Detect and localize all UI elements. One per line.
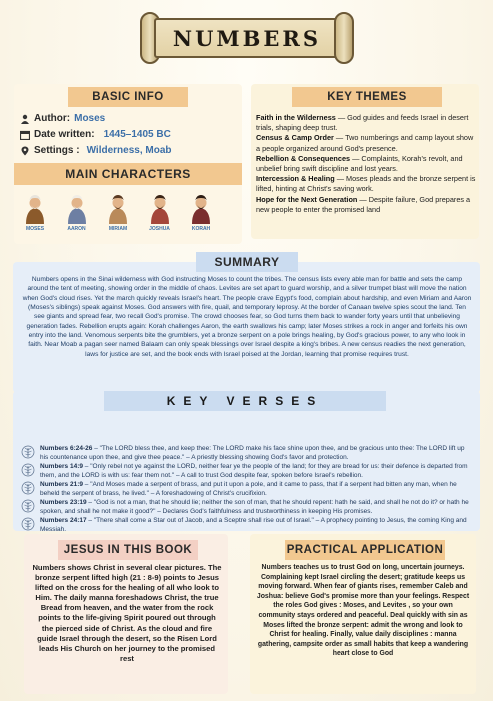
date-label: Date written:	[34, 129, 95, 140]
author-label: Author:	[34, 113, 71, 124]
verse-text: – "And Moses made a serpent of brass, and put it upon a pole, and it came to pass, that if a serpent had bitten any man, when he beheld the serpent of brass, he lived." – A foreshadowing of Christ's crucifixion.	[40, 481, 457, 497]
verse-item	[40, 445, 472, 462]
summary-header: SUMMARY	[196, 252, 298, 272]
author-value: Moses	[74, 113, 106, 124]
theme-text: — Complaints, Korah's revolt, and unbelief bring swift discipline and lost years.	[256, 153, 463, 174]
settings-row	[20, 145, 172, 156]
character-avatar	[188, 192, 214, 224]
verse-reference: Numbers 21:9	[40, 481, 83, 488]
character-avatar	[64, 192, 90, 224]
characters-row	[18, 192, 218, 232]
tree-of-life-icon	[21, 481, 35, 495]
character-miriam	[101, 192, 135, 232]
theme-text: — Despite failure, God prepares a new people to enter the promised land	[256, 194, 471, 214]
character-avatar	[22, 192, 48, 224]
theme-item	[256, 133, 478, 153]
character-avatar	[147, 192, 173, 224]
verse-reference: Numbers 24:17	[40, 517, 87, 524]
theme-title: Census & Camp Order	[256, 133, 334, 143]
tree-of-life-icon	[21, 517, 35, 531]
verse-text: – "God is not a man, that he should lie; neither the son of man, that he should repent: hath he said, and shall he not do it? or hath he spoken, and shall he not make it good?" – Declares God's faithfulness and trustworthiness in keeping His promises.	[40, 499, 469, 515]
verse-item	[40, 463, 472, 480]
character-avatar	[105, 192, 131, 224]
theme-item	[256, 113, 478, 133]
author-row	[20, 113, 105, 124]
jesus-text: Numbers shows Christ in several clear pictures. The bronze serpent lifted high (21 : 8-9) points to Jesus lifted on the cross for the healing of all who look to Him. The daily manna foreshadows Christ, the true Bread from heaven, and the water from the rock points to the life-giving Spirit poured out through the pierced side of Christ. As the cloud and fire guide Israel through the desert, so the Risen Lord leads His Church on her journey to the promised rest	[32, 563, 222, 663]
character-name: KORAH	[191, 226, 211, 232]
verse-item	[40, 517, 472, 534]
person-icon	[20, 114, 30, 124]
tree-of-life-icon	[21, 445, 35, 459]
theme-title: Rebellion & Consequences	[256, 153, 351, 163]
character-name: AARON	[67, 226, 86, 232]
verse-item	[40, 481, 472, 498]
theme-item	[256, 154, 478, 174]
character-name: MIRIAM	[108, 226, 128, 232]
practical-text: Numbers teaches us to trust God on long, uncertain journeys. Complaining kept Israel circling the desert; gratitude keeps us moving forward. When fear of giants rises, remember Caleb and Joshua: believe God's promise more than your feelings. Respect the roles God gives : Moses, and Levites , so your own community stays ordered and peaceful. Deal quickly with sin as Moses lifted the bronze serpent: admit the wrong and look to Christ for healing. Finally, value daily disciplines : manna gathering, campsite order as small habits that keep a wandering heart close to God	[256, 564, 470, 658]
character-joshua	[143, 192, 177, 232]
title-scroll	[140, 8, 354, 68]
settings-label: Settings :	[34, 145, 80, 156]
character-moses	[18, 192, 52, 232]
character-name: MOSES	[25, 226, 45, 232]
summary-text: Numbers opens in the Sinai wilderness with God instructing Moses to count the tribes. The census lists every able man for battle and sets the camp around the tent of meeting, showing order in the middle of chaos. Levites are set apart to guard worship, and a silver trumpet blast will move the nation when God's cloud rises. Yet the march quickly reveals Israel's heart. The people crave Egypt's food, complain about hardship, and even Miriam and Aaron (Moses's siblings) speak against Moses. God answers with fire, quail, and temporary leprosy. At the border of Canaan twelve spies scout the land. Ten see giants and spread fear, two recall God's promise. The crowd chooses fear, so God turns them back to wander forty years until that unbelieving generation fades. Rebellion erupts again: Korah challenges Aaron, the earth swallows his camp; later Moses strikes a rock in anger and forfeits his own entry into the land. Venomous serpents bite the grumblers, yet a bronze serpent on a pole brings healing, by God's gracious power, to any who look in faith. Near Moab a pagan seer named Balaam can only speak blessings over Israel despite a king's bribes. A new census readies the next generation, laws for justice are set, and the book ends with Israel poised at the Jordan, learning that promise requires trust.	[22, 276, 472, 358]
theme-item	[256, 195, 478, 215]
verse-text: – "There shall come a Star out of Jacob, and a Sceptre shall rise out of Israel." – A prophecy pointing to Jesus, the coming King and Messiah.	[40, 517, 467, 533]
basic-info-header: BASIC INFO	[68, 87, 188, 107]
key-verses-header: KEY VERSES	[104, 391, 386, 411]
character-korah	[184, 192, 218, 232]
title-banner	[154, 18, 340, 58]
verse-item	[40, 499, 472, 516]
location-pin-icon	[20, 146, 30, 156]
scroll-curl-right	[334, 12, 354, 64]
key-themes-list	[256, 113, 478, 215]
tree-of-life-icon	[21, 499, 35, 513]
theme-text: — God guides and feeds Israel in desert trials, shaping deep trust.	[256, 113, 469, 133]
calendar-icon	[20, 130, 30, 140]
date-row	[20, 129, 171, 140]
verse-reference: Numbers 6:24-26	[40, 445, 93, 452]
character-aaron	[60, 192, 94, 232]
settings-value: Wilderness, Moab	[86, 145, 172, 156]
theme-text: — Two numberings and camp layout show a people organized around God's presence.	[256, 133, 474, 153]
page-title: NUMBERS	[172, 25, 322, 51]
verse-text: – "Only rebel not ye against the LORD, neither fear ye the people of the land; for they are bread for us: their defence is departed from them, and the LORD is with us: fear them not." – A call to trust God despite fear, spoken before Israel's rebellion.	[40, 463, 468, 479]
tree-of-life-icon	[21, 463, 35, 477]
practical-header: PRACTICAL APPLICATION	[285, 540, 445, 560]
theme-title: Intercession & Healing	[256, 174, 335, 184]
theme-title: Faith in the Wilderness	[256, 113, 336, 122]
theme-title: Hope for the Next Generation	[256, 194, 358, 204]
date-value: 1445–1405 BC	[103, 129, 171, 140]
verse-reference: Numbers 14:9	[40, 463, 83, 470]
theme-item	[256, 174, 478, 194]
main-characters-header: MAIN CHARACTERS	[14, 163, 242, 185]
theme-text: — Moses pleads and the bronze serpent is lifted, hinting at Christ's saving work.	[256, 174, 476, 194]
character-name: JOSHUA	[149, 226, 170, 232]
verse-reference: Numbers 23:19	[40, 499, 87, 506]
verse-text: – "The LORD bless thee, and keep thee: The LORD make his face shine upon thee, and be gracious unto thee: The LORD lift up his countenance upon thee, and give thee peace." – A priestly blessing showing God's favor and protection.	[40, 445, 465, 461]
jesus-header: JESUS IN THIS BOOK	[58, 540, 198, 560]
key-themes-header: KEY THEMES	[292, 87, 442, 107]
